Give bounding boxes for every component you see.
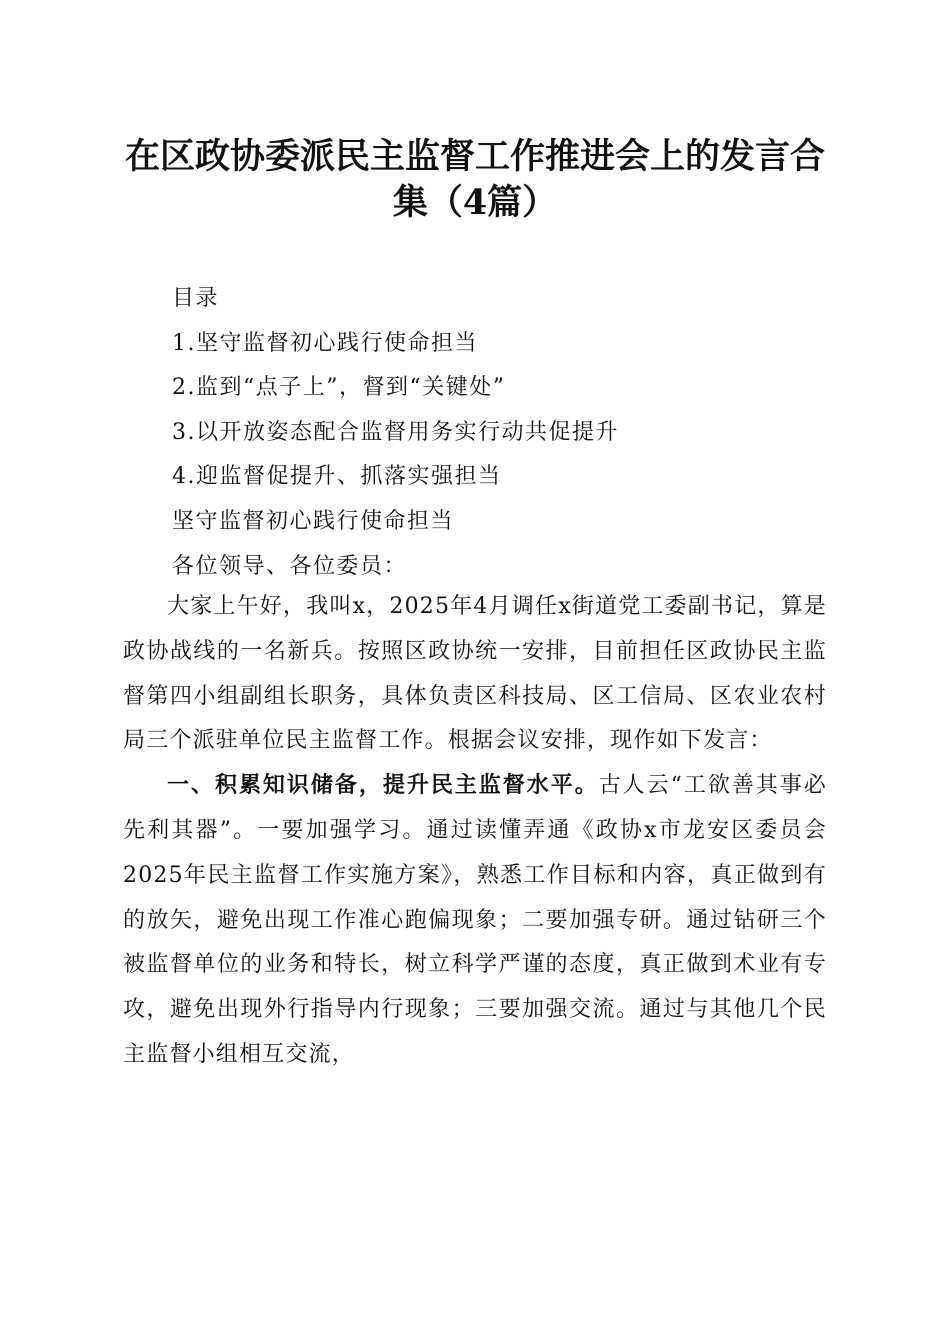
paragraph-2 xyxy=(123,764,827,1078)
paragraph-2-lead: 一、积累知识储备，提升民主监督水平。 xyxy=(167,773,599,799)
table-of-contents xyxy=(172,277,822,589)
title-line-2: 集（4篇） xyxy=(392,182,558,223)
toc-item-3: 3.以开放姿态配合监督用务实行动共促提升 xyxy=(172,419,619,445)
toc-heading: 目录 xyxy=(172,286,220,311)
paragraph-1 xyxy=(123,585,827,764)
toc-item-4: 4.迎监督促提升、抓落实强担当 xyxy=(172,464,502,490)
paragraph-1-text: 大家上午好，我叫x，2025年4月调任x街道党工委副书记，算是政协战线的一名新兵。按照区政协统一安排，目前担任区政协民主监督第四小组副组长职务，具体负责区科技局、区工信局、区农业农村局三个派驻单位民主监督工作。根据会议安排，现作如下发言： xyxy=(123,594,828,754)
section-title: 坚守监督初心践行使命担当 xyxy=(172,508,455,534)
document-title xyxy=(110,134,840,226)
toc-item-1: 1.坚守监督初心践行使命担当 xyxy=(172,330,478,356)
paragraph-2-text: 古人云“工欲善其事必先利其器”。一要加强学习。通过读懂弄通《政协x市龙安区委员会2025年民主监督工作实施方案》，熟悉工作目标和内容，真正做到有的放矢，避免出现工作准心跑偏现象；二要加强专研。通过钻研三个被监督单位的业务和特长，树立科学严谨的态度，真正做到术业有专攻，避免出现外行指导内行现象；三要加强交流。通过与其他几个民主监督小组相互交流， xyxy=(123,773,827,1067)
body-text xyxy=(123,585,827,1078)
toc-item-2: 2.监到“点子上”，督到“关键处” xyxy=(172,375,506,401)
title-line-1: 在区政协委派民主监督工作推进会上的发言合 xyxy=(124,136,825,177)
salutation: 各位领导、各位委员： xyxy=(172,553,408,579)
